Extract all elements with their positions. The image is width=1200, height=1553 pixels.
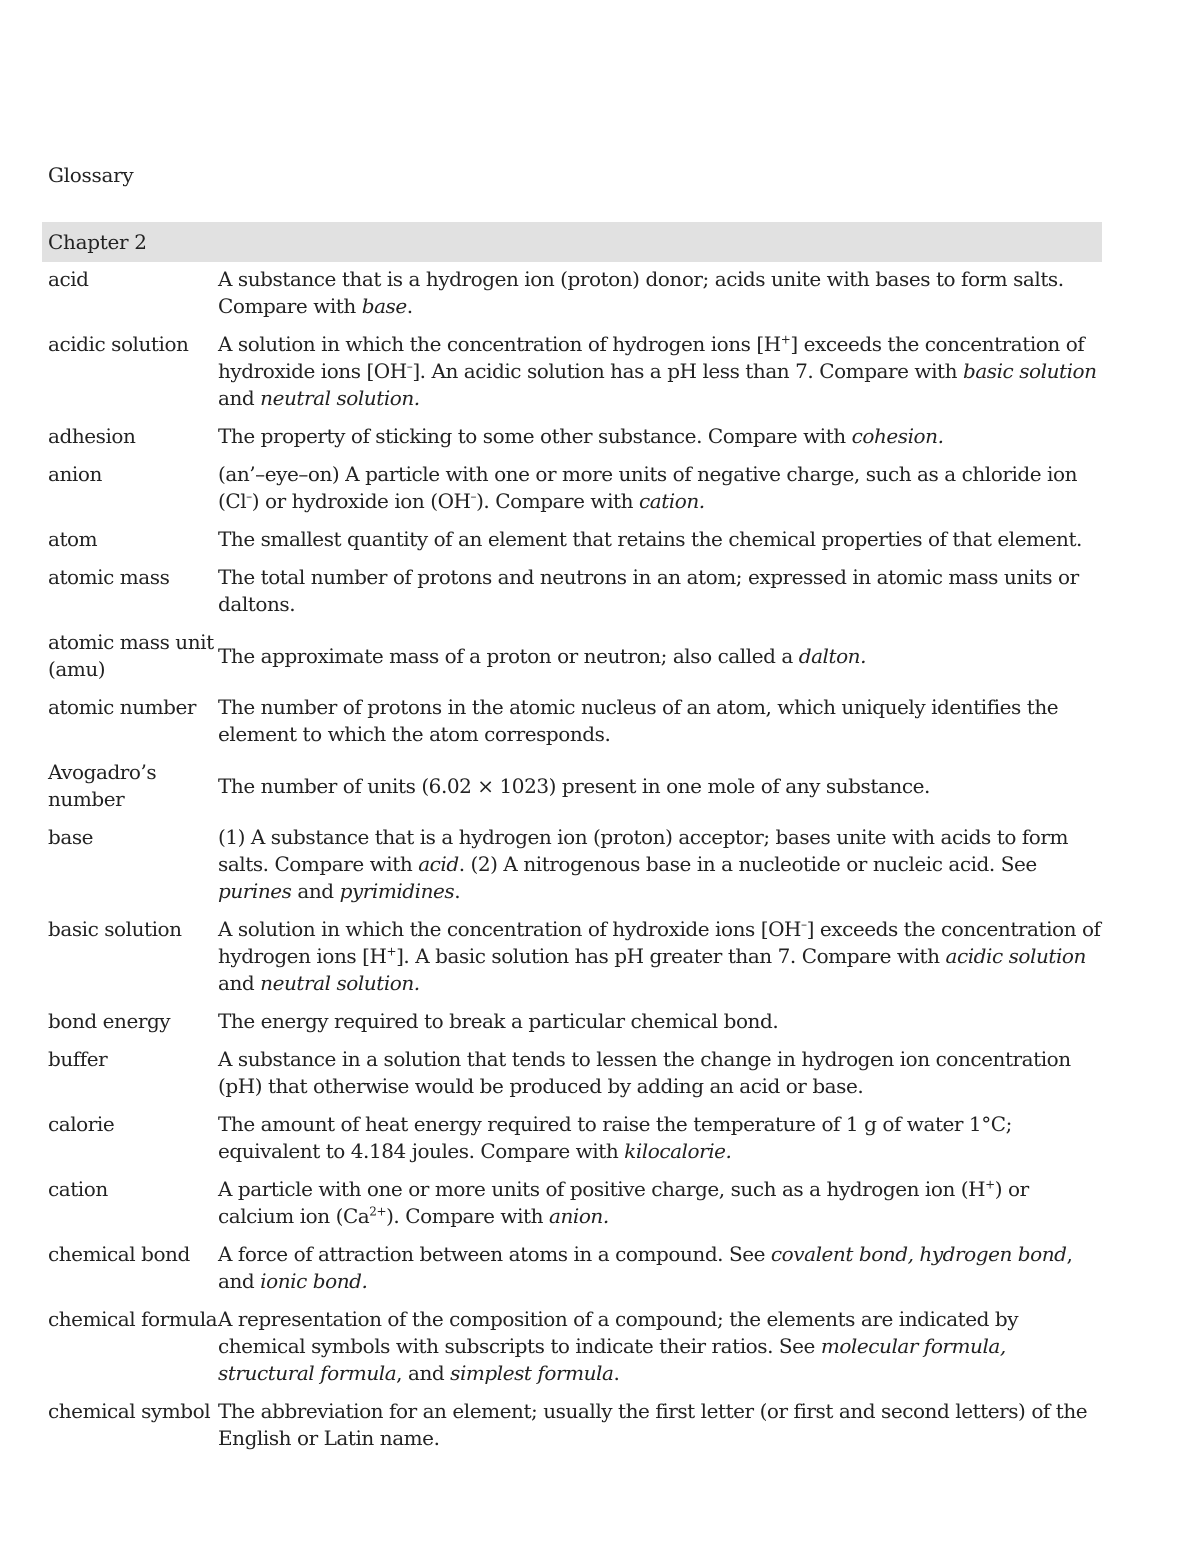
glossary-definition	[218, 1111, 1104, 1165]
definition-text: ). Compare with	[386, 1204, 549, 1228]
glossary-entry	[48, 824, 1104, 905]
definition-text: A particle with one or more units of positive charge, such as a hydrogen ion (H	[218, 1177, 986, 1201]
glossary-definition	[218, 1176, 1104, 1230]
glossary-entry	[48, 1176, 1104, 1230]
ion-charge-superscript: –	[246, 489, 252, 504]
glossary-definition	[218, 423, 1104, 450]
glossary-term: chemical symbol	[48, 1399, 211, 1423]
glossary-term: base	[48, 825, 94, 849]
ion-charge-superscript: –	[470, 489, 477, 504]
cross-reference-term: neutral solution.	[260, 386, 420, 410]
glossary-entry	[48, 1111, 1104, 1165]
glossary-term: Avogadro’s number	[48, 760, 157, 811]
definition-text: A solution in which the concentration of hydrogen ions [H	[218, 332, 781, 356]
glossary-term: atomic number	[48, 695, 196, 719]
cross-reference-term: anion.	[548, 1204, 609, 1228]
glossary-definition	[218, 916, 1104, 997]
glossary-definition	[218, 461, 1104, 515]
definition-text: .	[454, 879, 461, 903]
glossary-term: basic solution	[48, 917, 182, 941]
glossary-term: acidic solution	[48, 332, 189, 356]
definition-text: The smallest quantity of an element that retains the chemical properties of that element.	[218, 527, 1082, 551]
cross-reference-term: acidic solution	[945, 944, 1086, 968]
glossary-entry	[48, 916, 1104, 997]
definition-text: The total number of protons and neutrons in an atom; expressed in atomic mass units or daltons.	[218, 565, 1079, 616]
glossary-definition	[218, 564, 1104, 618]
cross-reference-term: pyrimidines	[339, 879, 455, 903]
cross-reference-term: simplest formula	[450, 1361, 614, 1385]
glossary-entry	[48, 564, 1104, 618]
glossary-definition	[218, 694, 1104, 748]
ion-charge-superscript: –	[801, 917, 807, 932]
definition-text: A substance in a solution that tends to lessen the change in hydrogen ion concentration (pH) that otherwise would be produced by adding an acid or base.	[218, 1047, 1071, 1098]
definition-text: . (2) A nitrogenous base in a nucleotide or nucleic acid. See	[458, 852, 1037, 876]
definition-text: .	[406, 294, 413, 318]
cross-reference-term: neutral solution.	[260, 971, 420, 995]
glossary-term: anion	[48, 462, 102, 486]
definition-text: (an’–eye–on) A particle with one or more units of negative charge, such as a chloride ion (Cl	[218, 462, 1078, 513]
glossary-definition	[218, 1046, 1104, 1100]
glossary-term: adhesion	[48, 424, 136, 448]
cross-reference-term: molecular formula, structural formula	[218, 1334, 1006, 1385]
definition-text: The property of sticking to some other substance. Compare with	[218, 424, 852, 448]
definition-text: , and	[396, 1361, 451, 1385]
glossary-term: calorie	[48, 1112, 115, 1136]
ion-charge-superscript: +	[780, 332, 791, 347]
definition-text: A force of attraction between atoms in a compound. See	[218, 1242, 771, 1266]
glossary-definition	[218, 643, 1104, 670]
glossary-term: atomic mass	[48, 565, 170, 589]
glossary-term: chemical formula	[48, 1307, 218, 1331]
glossary-entry	[48, 423, 1104, 450]
glossary-entry	[48, 759, 1104, 813]
glossary-entry	[48, 694, 1104, 748]
glossary-definition	[218, 526, 1104, 553]
glossary-definition	[218, 1008, 1104, 1035]
ion-charge-superscript: 2+	[369, 1204, 387, 1219]
definition-text: The amount of heat energy required to raise the temperature of 1 g of water 1°C; equivalent to 4.184 joules. Compare with	[218, 1112, 1012, 1163]
definition-text: and	[218, 386, 261, 410]
glossary-definition	[218, 1306, 1104, 1387]
definition-text: and	[218, 971, 261, 995]
cross-reference-term: basic solution	[962, 359, 1097, 383]
ion-charge-superscript: +	[386, 944, 397, 959]
cross-reference-term: covalent bond, hydrogen bond	[770, 1242, 1067, 1266]
cross-reference-term: cation.	[638, 489, 705, 513]
glossary-term: buffer	[48, 1047, 108, 1071]
cross-reference-term: acid	[418, 852, 459, 876]
glossary-entry	[48, 266, 1104, 320]
glossary-term: atomic mass unit (amu)	[48, 630, 214, 681]
definition-text: (1) A substance that is a hydrogen ion (proton) acceptor; bases unite with acids to form salts. Compare with	[218, 825, 1069, 876]
glossary-term: atom	[48, 527, 98, 551]
cross-reference-term: purines	[218, 879, 292, 903]
cross-reference-term: dalton.	[798, 643, 867, 668]
chapter-heading: Chapter 2	[42, 222, 1102, 262]
glossary-entry	[48, 1008, 1104, 1035]
definition-text: ) or hydroxide ion (OH	[251, 489, 471, 513]
definition-text: ] exceeds the concentration of hydrogen ions [H	[218, 917, 1101, 968]
glossary-entry	[48, 1398, 1104, 1452]
glossary-definition	[218, 331, 1104, 412]
definition-text: A substance that is a hydrogen ion (proton) donor; acids unite with bases to form salts. Compare with	[218, 267, 1064, 318]
glossary-definition	[218, 1398, 1104, 1452]
glossary-term: cation	[48, 1177, 108, 1201]
glossary-entry	[48, 1241, 1104, 1295]
definition-text: The number of protons in the atomic nucleus of an atom, which uniquely identifies the element to which the atom corresponds.	[218, 695, 1059, 746]
cross-reference-term: cohesion.	[851, 424, 944, 448]
ion-charge-superscript: +	[985, 1177, 995, 1192]
definition-text: , and	[218, 1242, 1073, 1293]
definition-text: The approximate mass of a proton or neutron; also called a	[218, 643, 799, 668]
glossary-definition	[218, 824, 1104, 905]
glossary-list	[48, 266, 1104, 1463]
definition-text: ]. A basic solution has pH greater than 7. Compare with	[396, 944, 946, 968]
glossary-entry	[48, 1306, 1104, 1387]
definition-text: ] exceeds the concentration of hydroxide ions [OH	[218, 332, 1085, 383]
definition-text: The abbreviation for an element; usually the first letter (or first and second letters) of the English or Latin name.	[218, 1399, 1088, 1450]
glossary-definition	[218, 773, 1104, 800]
page-title: Glossary	[48, 163, 134, 187]
definition-text: The energy required to break a particular chemical bond.	[218, 1009, 779, 1033]
definition-text: A representation of the composition of a compound; the elements are indicated by chemical symbols with subscripts to indicate their ratios. See	[218, 1307, 1019, 1358]
cross-reference-term: ionic bond.	[260, 1269, 368, 1293]
glossary-entry	[48, 331, 1104, 412]
ion-charge-superscript: –	[406, 359, 413, 374]
definition-text: The number of units (6.02 × 1023) present in one mole of any substance.	[218, 773, 930, 798]
glossary-term: bond energy	[48, 1009, 171, 1033]
glossary-term: chemical bond	[48, 1242, 190, 1266]
glossary-definition	[218, 1241, 1104, 1295]
cross-reference-term: kilocalorie.	[624, 1139, 732, 1163]
glossary-term: acid	[48, 267, 89, 291]
cross-reference-term: base	[361, 294, 407, 318]
definition-text: ) or calcium ion (Ca	[218, 1177, 1029, 1228]
glossary-entry	[48, 526, 1104, 553]
glossary-entry	[48, 1046, 1104, 1100]
glossary-entry	[48, 461, 1104, 515]
glossary-entry	[48, 629, 1104, 683]
glossary-definition	[218, 266, 1104, 320]
definition-text: ). Compare with	[476, 489, 639, 513]
definition-text: A solution in which the concentration of hydroxide ions [OH	[218, 917, 802, 941]
definition-text: .	[613, 1361, 620, 1385]
definition-text: ]. An acidic solution has a pH less than 7. Compare with	[412, 359, 963, 383]
definition-text: and	[291, 879, 340, 903]
